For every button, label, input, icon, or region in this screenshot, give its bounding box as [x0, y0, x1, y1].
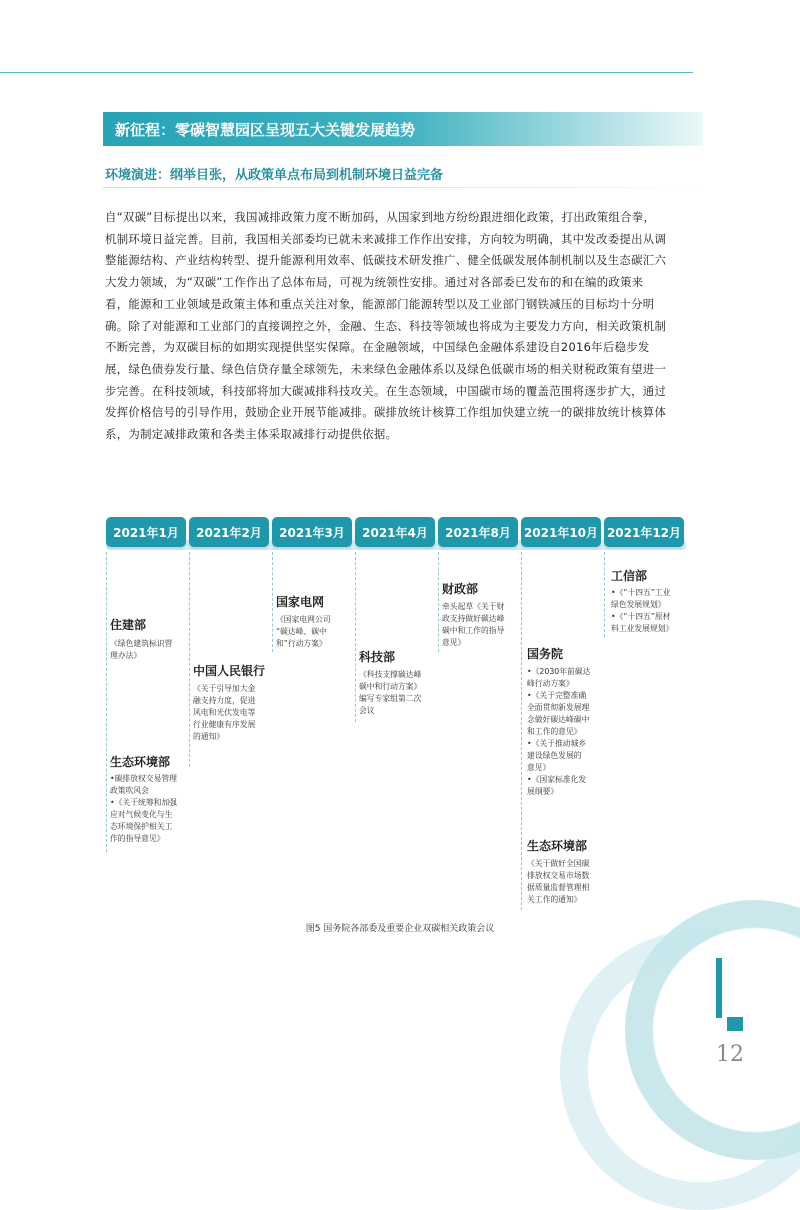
month-pill: 2021年3月 — [272, 517, 352, 547]
note-line: 《关于做好全国碳 — [527, 859, 590, 868]
note-line: 展纲要》 — [527, 787, 559, 796]
page-number: 12 — [716, 1042, 744, 1067]
note-line: 《国家电网公司 — [276, 615, 331, 624]
policy-notes — [276, 614, 331, 650]
note-line: 关工作的通知》 — [527, 895, 582, 904]
body-line: 自“双碳”目标提出以来，我国减排政策力度不断加码，从国家到地方纷纷跟进细化政策，打出政策组合拳， — [105, 210, 656, 224]
org-name: 住建部 — [110, 618, 147, 632]
body-line: 大发力领域，为“双碳”工作作出了总体布局，可视为统领性安排。通过对各部委已发布的和在编的政策来 — [105, 275, 644, 290]
timeline-connector — [106, 552, 107, 852]
note-line: 意见》 — [527, 763, 551, 772]
note-line: 念做好碳达峰碳中 — [527, 715, 590, 724]
note-line: •《关于完整准确 — [527, 691, 587, 700]
note-line: 融支持力度，促进 — [193, 696, 256, 705]
note-line: 峰行动方案》 — [527, 679, 574, 688]
policy-notes — [359, 669, 421, 717]
month-pill: 2021年10月 — [521, 517, 601, 547]
month-pill: 2021年12月 — [604, 517, 684, 547]
timeline-connector — [272, 552, 273, 652]
org-name: 中国人民银行 — [193, 664, 266, 678]
policy-notes — [527, 858, 589, 906]
note-line: 建设绿色发展的 — [527, 751, 582, 760]
timeline-connector — [604, 552, 605, 637]
body-line: 展，绿色债券发行量、绿色信贷存量全球领先，未来绿色金融体系以及绿色低碳市场的相关财税政策有望进一 — [105, 361, 667, 376]
header-rule — [0, 72, 693, 73]
note-line: •《关于统筹和加强 — [110, 798, 177, 807]
figure-caption: 图5 国务院各部委及重要企业双碳相关政策会议 — [305, 924, 495, 934]
note-line: 政支持做好碳达峰 — [442, 614, 505, 623]
org-name: 科技部 — [359, 650, 396, 664]
timeline-connector — [355, 552, 356, 722]
note-line: “碳达峰、碳中 — [276, 627, 327, 636]
policy-notes — [527, 666, 590, 798]
note-line: 排放权交易市场数 — [527, 871, 590, 880]
decorative-bar — [716, 958, 722, 1018]
org-name: 财政部 — [442, 582, 479, 596]
body-line: 机制环境日益完善。目前，我国相关部委均已就未来减排工作作出安排，方向较为明确，其中发改委提出从调 — [105, 231, 667, 246]
note-line: •《关于推动城乡 — [527, 739, 587, 748]
note-line: 料工业发展规划》 — [611, 624, 674, 633]
note-line: 和工作的意见》 — [527, 727, 582, 736]
org-name: 生态环境部 — [110, 755, 171, 769]
org-name: 工信部 — [611, 569, 648, 583]
note-line: 应对气候变化与生 — [110, 810, 173, 819]
section-title-bar — [103, 112, 703, 146]
note-line: 《科技支撑碳达峰 — [359, 670, 422, 679]
note-line: •《“十四五”工业 — [611, 588, 671, 597]
body-paragraph — [105, 207, 700, 446]
subsection-title: 环境演进：纲举目张，从政策单点布局到机制环境日益完备 — [105, 168, 444, 183]
note-line: 碳中和行动方案》 — [359, 682, 422, 691]
body-line: 确。除了对能源和工业部门的直接调控之外，金融、生态、科技等领域也将成为主要发力方向，相关政策机制 — [105, 318, 667, 333]
org-name: 国务院 — [527, 647, 564, 661]
note-line: •《国家标准化发 — [527, 775, 587, 784]
org-name: 生态环境部 — [527, 839, 588, 853]
note-line: 作的指导意见》 — [110, 834, 165, 843]
policy-notes — [110, 773, 177, 845]
note-line: 会议 — [359, 706, 375, 715]
body-line: 看，能源和工业领域是政策主体和重点关注对象，能源部门能源转型以及工业部门钢铁减压的目标均十分明 — [105, 296, 655, 311]
policy-notes — [110, 638, 172, 662]
month-pill: 2021年1月 — [106, 517, 186, 547]
note-line: 据质量监督管理相 — [527, 883, 590, 892]
org-name: 国家电网 — [276, 595, 325, 609]
policy-notes — [193, 683, 255, 743]
month-pill: 2021年8月 — [438, 517, 518, 547]
note-line: 《关于引导加大金 — [193, 684, 256, 693]
note-line: •《“十四五”原材 — [611, 612, 671, 621]
month-pill: 2021年4月 — [355, 517, 435, 547]
policy-notes — [611, 587, 673, 635]
timeline-connector — [189, 552, 190, 767]
note-line: 编写专家组第二次 — [359, 694, 422, 703]
decorative-square — [727, 1017, 743, 1031]
body-line: 不断完善，为双碳目标的如期实现提供坚实保障。在金融领域，中国绿色金融体系建设自2016年后稳步发 — [105, 340, 650, 355]
note-line: 全面贯彻新发展理 — [527, 703, 590, 712]
note-line: 牵头起草《关于财 — [442, 602, 505, 611]
note-line: 意见》 — [442, 638, 466, 647]
policy-notes — [442, 601, 504, 649]
note-line: 和”行动方案》 — [276, 639, 327, 648]
section-title: 新征程：零碳智慧园区呈现五大关键发展趋势 — [115, 121, 416, 139]
body-line: 系，为制定减排政策和各类主体采取减排行动提供依据。 — [105, 427, 398, 442]
note-line: 碳中和工作的指导 — [442, 626, 505, 635]
note-line: 绿色发展规划》 — [611, 600, 666, 609]
note-line: 理办法》 — [110, 651, 142, 660]
body-line: 整能源结构、产业结构转型、提升能源利用效率、低碳技术研发推广、健全低碳发展体制机制以及生态碳汇六 — [105, 253, 667, 268]
note-line: 行业健康有序发展 — [193, 720, 256, 729]
subsection-rule — [103, 187, 703, 188]
body-line: 发挥价格信号的引导作用，鼓励企业开展节能减排。碳排放统计核算工作组加快建立统一的碳排放统计核算体 — [105, 405, 667, 420]
body-line: 步完善。在科技领域，科技部将加大碳减排科技攻关。在生态领域，中国碳市场的覆盖范围将逐步扩大，通过 — [105, 383, 667, 398]
note-line: 风电和光伏发电等 — [193, 708, 256, 717]
note-line: 的通知》 — [193, 732, 225, 741]
note-line: •《2030年前碳达 — [527, 667, 591, 676]
note-line: 《绿色建筑标识管 — [110, 639, 173, 648]
timeline-connector — [521, 552, 522, 910]
timeline-connector — [438, 552, 439, 652]
note-line: •碳排放权交易管理 — [110, 774, 177, 783]
note-line: 政策吹风会 — [110, 786, 149, 795]
month-pill: 2021年2月 — [189, 517, 269, 547]
note-line: 态环境保护相关工 — [110, 822, 173, 831]
